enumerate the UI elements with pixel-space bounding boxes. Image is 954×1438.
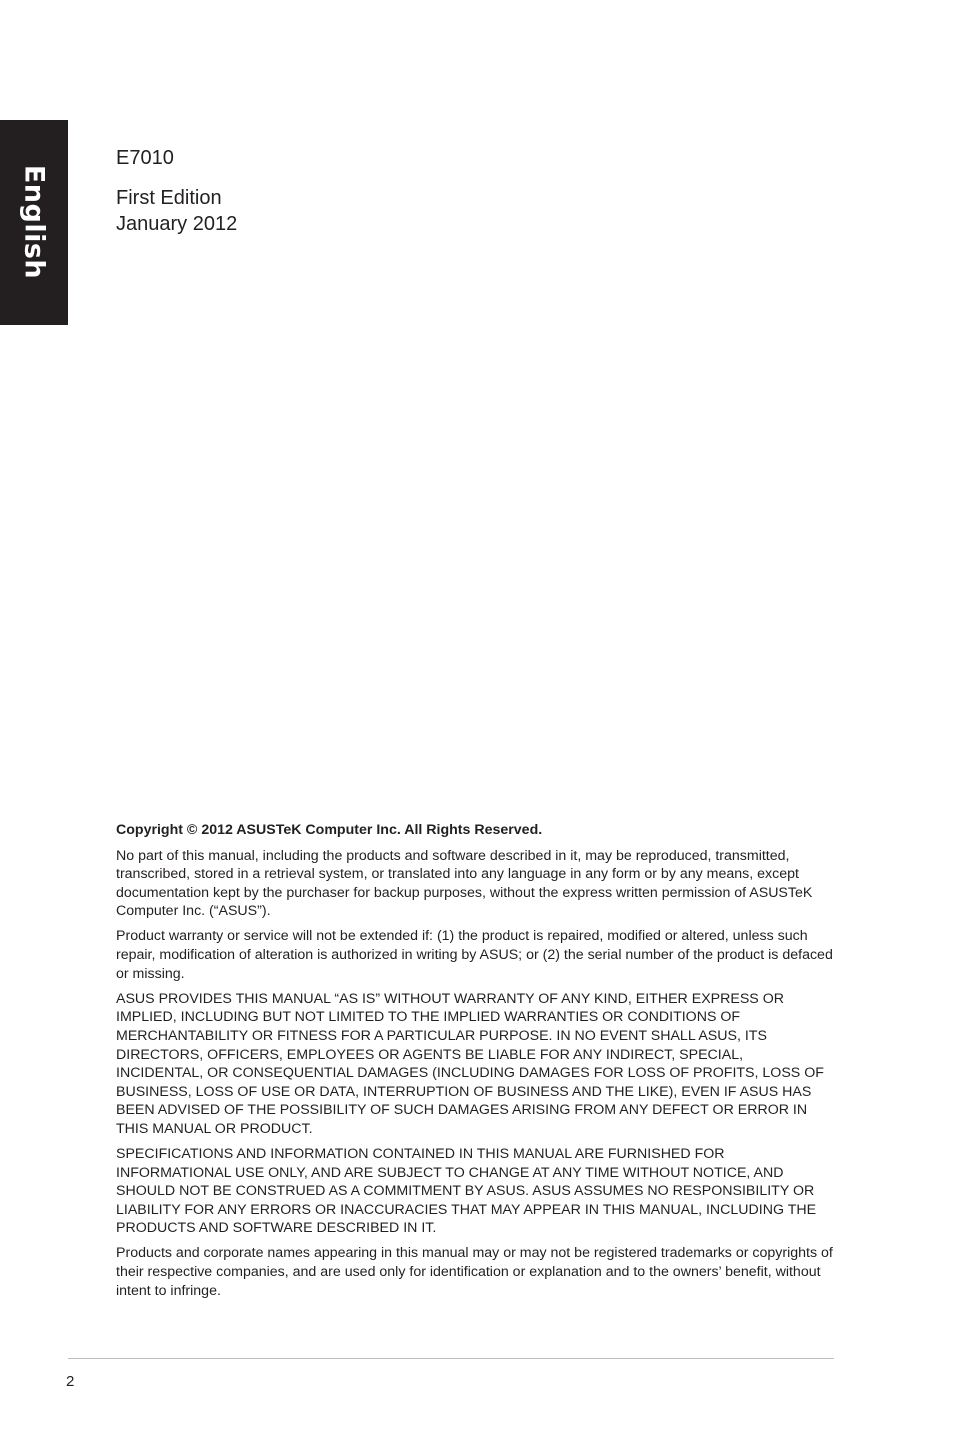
- legal-paragraph-trademarks: Products and corporate names appearing in this manual may or may not be registered trademarks or copyrights of their respective companies, and are used only for identification or explanation and to the owners’ benefit, without intent to infringe.: [116, 1245, 833, 1299]
- copyright-line: Copyright © 2012 ASUSTeK Computer Inc. All Rights Reserved.: [116, 822, 543, 838]
- legal-paragraph-reproduction: No part of this manual, including the products and software described in it, may be reproduced, transmitted, transcribed, stored in a retrieval system, or translated into any language in any form or by any means, except documentation kept by the purchaser for backup purposes, without the express written permission of ASUSTeK Computer Inc. (“ASUS”).: [116, 847, 813, 920]
- language-tab-label: English: [18, 164, 50, 280]
- legal-paragraph-disclaimer: ASUS PROVIDES THIS MANUAL “AS IS” WITHOUT WARRANTY OF ANY KIND, EITHER EXPRESS OR IMPLIED, INCLUDING BUT NOT LIMITED TO THE IMPLIED WARRANTIES OR CONDITIONS OF MERCHANTABILITY OR FITNESS FOR A PARTICULAR PURPOSE. IN NO EVENT SHALL ASUS, ITS DIRECTORS, OFFICERS, EMPLOYEES OR AGENTS BE LIABLE FOR ANY INDIRECT, SPECIAL, INCIDENTAL, OR CONSEQUENTIAL DAMAGES (INCLUDING DAMAGES FOR LOSS OF PROFITS, LOSS OF BUSINESS, LOSS OF USE OR DATA, INTERRUPTION OF BUSINESS AND THE LIKE), EVEN IF ASUS HAS BEEN ADVISED OF THE POSSIBILITY OF SUCH DAMAGES ARISING FROM ANY DEFECT OR ERROR IN THIS MANUAL OR PRODUCT.: [116, 990, 824, 1137]
- edition-date: January 2012: [116, 213, 238, 235]
- legal-paragraph-warranty: Product warranty or service will not be extended if: (1) the product is repaired, modified or altered, unless such repair, modification of alteration is authorized in writing by ASUS; or (2) the serial number of the product is defaced or missing.: [116, 928, 833, 982]
- edition-header: [116, 145, 237, 237]
- legal-paragraph-specifications: SPECIFICATIONS AND INFORMATION CONTAINED IN THIS MANUAL ARE FURNISHED FOR INFORMATIONAL USE ONLY, AND ARE SUBJECT TO CHANGE AT ANY TIME WITHOUT NOTICE, AND SHOULD NOT BE CONSTRUED AS A COMMITMENT BY ASUS. ASUS ASSUMES NO RESPONSIBILITY OR LIABILITY FOR ANY ERRORS OR INACCURACIES THAT MAY APPEAR IN THIS MANUAL, INCLUDING THE PRODUCTS AND SOFTWARE DESCRIBED IN IT.: [116, 1146, 817, 1237]
- legal-notice: [116, 821, 834, 1307]
- language-side-tab: [0, 120, 68, 325]
- model-number: E7010: [116, 147, 174, 169]
- page-number: 2: [66, 1373, 75, 1390]
- edition-label: First Edition: [116, 187, 222, 209]
- footer-divider: [68, 1358, 834, 1359]
